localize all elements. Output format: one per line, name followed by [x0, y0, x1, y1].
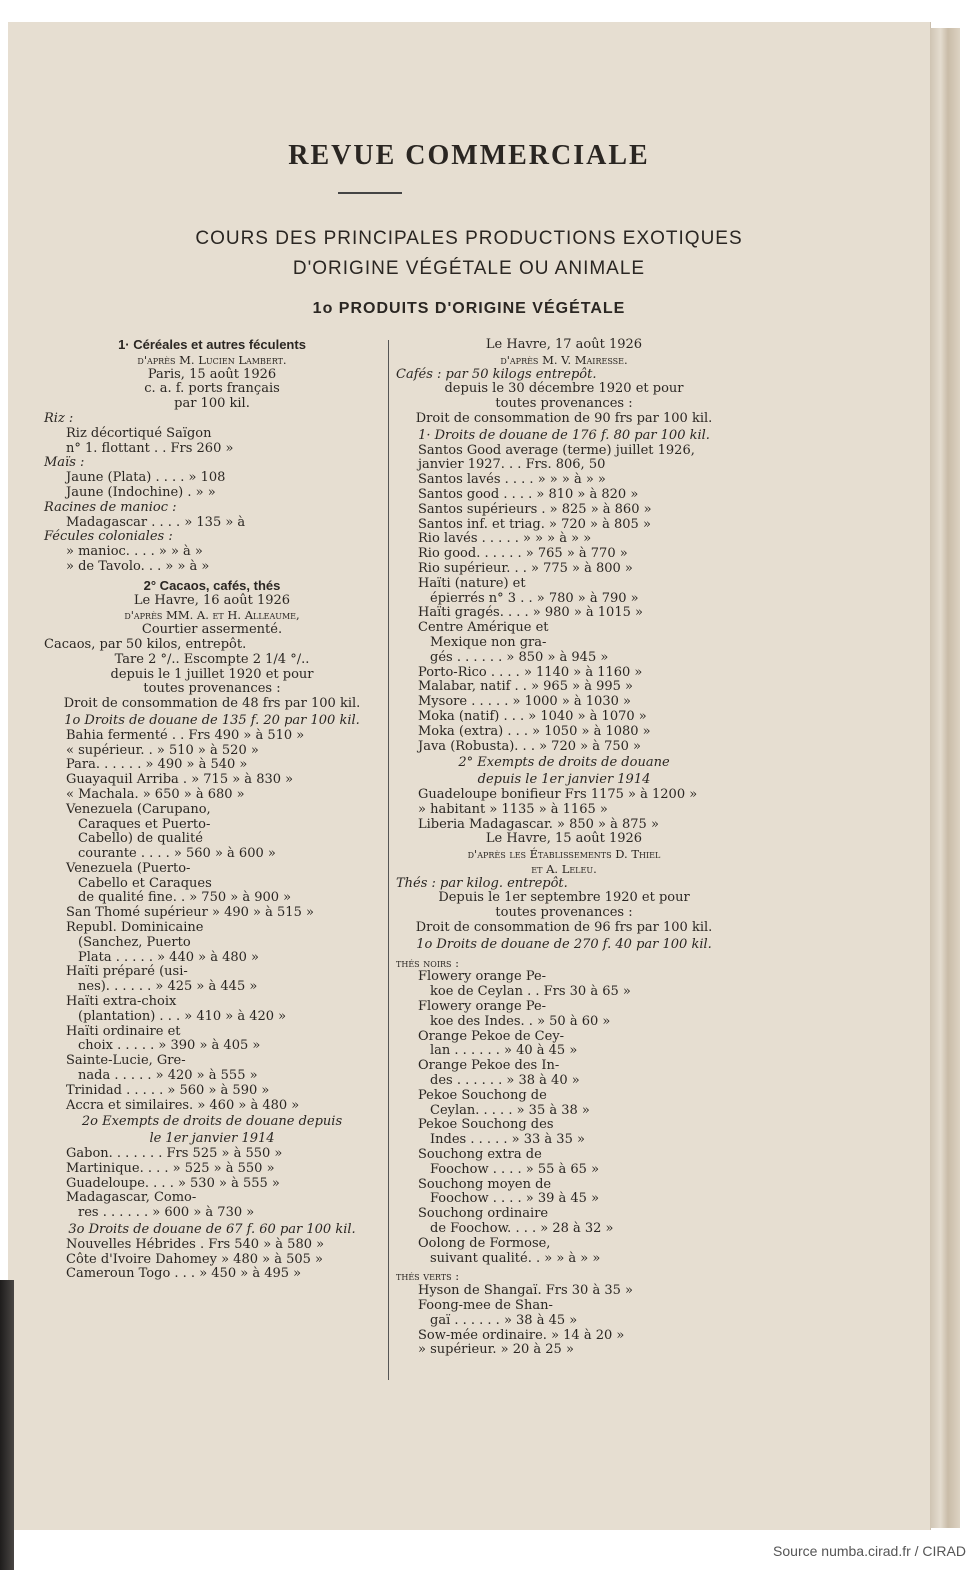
- text-line: toutes provenances :: [495, 905, 633, 921]
- text-line: Flowery orange Pe-: [418, 999, 547, 1015]
- text-line: Guadeloupe bonifieur Frs 1175 » à 1200 »: [418, 786, 698, 802]
- text-line: suivant qualité. . » » à » »: [430, 1250, 601, 1266]
- text-line: Ceylan. . . . . » 35 à 38 »: [430, 1102, 590, 1118]
- text-line: Souchong ordinaire: [418, 1206, 549, 1222]
- text-line: Venezuela (Carupano,: [66, 801, 211, 817]
- text-line: Flowery orange Pe-: [418, 969, 547, 985]
- text-line: Orange Pekoe de Cey-: [418, 1028, 565, 1044]
- text-line: d'après MM. A. et H. Alleaume,: [124, 608, 300, 623]
- text-line: 1· Droits de douane de 176 f. 80 par 100 kil.: [418, 427, 710, 443]
- text-line: de Foochow. . . . » 28 à 32 »: [430, 1221, 614, 1237]
- text-line: épierrés n° 3 . . » 780 » à 790 »: [430, 590, 639, 606]
- text-line: Paris, 15 août 1926: [147, 366, 277, 382]
- text-line: courante . . . . » 560 » à 600 »: [78, 846, 276, 862]
- text-line: d'après M. V. Mairesse.: [500, 352, 628, 367]
- text-line: Martinique. . . . » 525 » à 550 »: [66, 1160, 275, 1176]
- text-line: Santos Good average (terme) juillet 1926,: [418, 442, 695, 458]
- text-line: Foochow . . . . » 39 à 45 »: [430, 1191, 600, 1207]
- text-line: koe des Indes. . » 50 à 60 »: [430, 1013, 611, 1029]
- section-heading: 1o PRODUITS D'ORIGINE VÉGÉTALE: [312, 300, 626, 317]
- text-line: de qualité fine. . » 750 » à 900 »: [78, 890, 292, 906]
- text-line: Foong-mee de Shan-: [418, 1298, 553, 1313]
- text-line: Malabar, natif . . » 965 » à 995 »: [418, 679, 633, 695]
- book-spine: [0, 1280, 14, 1570]
- text-line: depuis le 30 décembre 1920 et pour: [444, 381, 684, 397]
- text-line: des . . . . . . » 38 à 40 »: [430, 1073, 580, 1089]
- left-column: [44, 338, 380, 1282]
- page-subtitle-1: COURS DES PRINCIPALES PRODUCTIONS EXOTIQUES: [195, 228, 743, 249]
- book-page: [8, 22, 931, 1530]
- text-line: Caraques et Puerto-: [78, 816, 211, 832]
- page-edge: [930, 28, 960, 1528]
- text-line: « supérieur. . » 510 » à 520 »: [66, 742, 259, 758]
- text-line: Santos lavés . . . . » » » à » »: [418, 472, 606, 488]
- text-line: 2o Exempts de droits de douane depuis: [81, 1114, 343, 1130]
- text-line: Le Havre, 16 août 1926: [133, 592, 291, 608]
- text-line: Pekoe Souchong des: [418, 1117, 554, 1133]
- text-line: Nouvelles Hébrides . Frs 540 » à 580 »: [66, 1236, 325, 1252]
- text-line: Plata . . . . . » 440 » à 480 »: [78, 949, 259, 965]
- title-rule: [338, 192, 402, 194]
- text-line: depuis le 1 juillet 1920 et pour: [110, 666, 314, 682]
- text-line: (plantation) . . . » 410 » à 420 »: [78, 1008, 287, 1024]
- text-line: Haïti préparé (usi-: [66, 964, 188, 980]
- text-line: Moka (extra) . . . » 1050 » à 1080 »: [418, 723, 651, 739]
- text-line: San Thomé supérieur » 490 » à 515 »: [66, 905, 314, 921]
- text-line: 3o Droits de douane de 67 f. 60 par 100 kil.: [68, 1222, 356, 1238]
- text-line: Trinidad . . . . . » 560 » à 590 »: [66, 1082, 270, 1098]
- text-line: Fécules coloniales :: [44, 529, 173, 545]
- text-line: nada . . . . . » 420 » à 555 »: [78, 1068, 258, 1084]
- text-line: 2° Exempts de droits de douane: [458, 755, 670, 771]
- text-line: Mysore . . . . . » 1000 » à 1030 »: [418, 694, 631, 710]
- text-line: par 100 kil.: [174, 396, 250, 412]
- page-title: REVUE COMMERCIALE: [288, 140, 650, 171]
- text-line: Java (Robusta). . . » 720 » à 750 »: [418, 738, 641, 754]
- text-line: nes). . . . . . » 425 » à 445 »: [78, 979, 258, 995]
- text-line: Maïs :: [44, 455, 85, 471]
- text-line: c. a. f. ports français: [144, 381, 280, 397]
- text-line: Jaune (Indochine) . » »: [66, 484, 216, 500]
- text-line: Haïti (nature) et: [418, 575, 526, 591]
- text-line: Moka (natif) . . . » 1040 » à 1070 »: [418, 708, 647, 724]
- text-line: Souchong extra de: [418, 1147, 542, 1163]
- text-line: » habitant » 1135 » à 1165 »: [418, 801, 608, 817]
- text-line: Oolong de Formose,: [418, 1235, 551, 1251]
- text-line: Guadeloupe. . . . » 530 » à 555 »: [66, 1175, 280, 1191]
- text-line: koe de Ceylan . . Frs 30 à 65 »: [430, 984, 631, 1000]
- text-line: Foochow . . . . » 55 à 65 »: [430, 1161, 600, 1177]
- text-line: lan . . . . . . » 40 à 45 »: [430, 1043, 578, 1059]
- text-line: Orange Pekoe des In-: [418, 1058, 560, 1074]
- text-line: » supérieur. » 20 à 25 »: [418, 1342, 574, 1358]
- text-line: Souchong moyen de: [418, 1176, 552, 1192]
- source-credit: Source numba.cirad.fr / CIRAD: [773, 1543, 966, 1559]
- text-line: Tare 2 °/.. Escompte 2 1/4 °/..: [114, 651, 310, 667]
- text-line: Para. . . . . . » 490 » à 540 »: [66, 757, 248, 773]
- text-line: Centre Amérique et: [418, 620, 549, 636]
- text-line: n° 1. flottant . . Frs 260 »: [66, 440, 234, 456]
- text-line: 1o Droits de douane de 270 f. 40 par 100 kil.: [416, 936, 712, 952]
- text-line: Cabello) de qualité: [78, 831, 203, 847]
- text-line: d'après M. Lucien Lambert.: [137, 352, 287, 367]
- text-line: thés verts :: [396, 1269, 460, 1284]
- text-line: Accra et similaires. » 460 » à 480 »: [66, 1097, 300, 1113]
- text-line: » de Tavolo. . . » » à »: [66, 558, 210, 574]
- text-line: Rio good. . . . . . » 765 » à 770 »: [418, 546, 628, 562]
- text-line: Cabello et Caraques: [78, 875, 212, 891]
- text-line: choix . . . . . » 390 » à 405 »: [78, 1038, 261, 1054]
- text-line: res . . . . . . » 600 » à 730 »: [78, 1205, 255, 1221]
- text-line: Cafés : par 50 kilogs entrepôt.: [396, 366, 597, 382]
- text-line: depuis le 1er janvier 1914: [477, 772, 651, 788]
- text-line: Mexique non gra-: [430, 634, 547, 650]
- text-line: Indes . . . . . » 33 à 35 »: [430, 1132, 585, 1148]
- text-line: Rio lavés . . . . . » » » à » »: [418, 531, 592, 547]
- text-line: Sainte-Lucie, Gre-: [66, 1053, 186, 1069]
- text-line: janvier 1927. . . Frs. 806, 50: [418, 457, 606, 473]
- text-line: Porto-Rico . . . . » 1140 » à 1160 »: [418, 664, 643, 680]
- text-line: gés . . . . . . » 850 » à 945 »: [430, 649, 609, 665]
- text-line: Riz :: [44, 410, 74, 426]
- text-line: Cacaos, par 50 kilos, entrepôt.: [44, 636, 247, 652]
- text-line: gaï . . . . . . » 38 à 45 »: [430, 1312, 578, 1328]
- text-line: Rio supérieur. . . » 775 » à 800 »: [418, 560, 633, 576]
- column-divider: [388, 340, 389, 1380]
- text-line: Pekoe Souchong de: [418, 1087, 547, 1103]
- text-line: » manioc. . . . » » à »: [66, 544, 203, 560]
- text-line: 1· Céréales et autres féculents: [118, 337, 306, 352]
- text-line: (Sanchez, Puerto: [78, 934, 191, 950]
- text-line: toutes provenances :: [495, 396, 633, 412]
- text-line: Gabon. . . . . . . Frs 525 » à 550 »: [66, 1146, 283, 1162]
- text-line: « Machala. » 650 » à 680 »: [66, 786, 245, 802]
- text-line: Jaune (Plata) . . . . » 108: [66, 470, 226, 486]
- text-line: Haïti extra-choix: [66, 994, 177, 1010]
- text-line: Droit de consommation de 96 frs par 100 kil.: [415, 920, 713, 936]
- text-line: d'après les Établissements D. Thiel: [467, 847, 661, 862]
- text-line: Madagascar, Como-: [66, 1190, 197, 1206]
- text-line: Santos supérieurs . » 825 » à 860 »: [418, 501, 652, 517]
- text-line: Thés : par kilog. entrepôt.: [396, 875, 568, 891]
- text-line: Guayaquil Arriba . » 715 » à 830 »: [66, 772, 294, 788]
- text-line: Bahia fermenté . . Frs 490 » à 510 »: [66, 727, 305, 743]
- text-line: Liberia Madagascar. » 850 » à 875 »: [418, 816, 659, 832]
- text-line: Riz décortiqué Saïgon: [66, 425, 212, 441]
- text-line: Le Havre, 17 août 1926: [485, 337, 643, 352]
- text-line: et A. Leleu.: [531, 861, 597, 876]
- text-line: Droit de consommation de 48 frs par 100 kil.: [63, 696, 361, 712]
- text-line: Hyson de Shangaï. Frs 30 à 35 »: [418, 1283, 633, 1299]
- right-column: [396, 338, 732, 1358]
- text-line: le 1er janvier 1914: [149, 1131, 275, 1147]
- text-line: Droit de consommation de 90 frs par 100 kil.: [415, 410, 713, 426]
- text-line: Sow-mée ordinaire. » 14 à 20 »: [418, 1327, 625, 1343]
- text-line: 2° Cacaos, cafés, thés: [143, 577, 281, 593]
- text-line: Haïti ordinaire et: [66, 1023, 181, 1039]
- text-line: Venezuela (Puerto-: [66, 860, 191, 876]
- text-line: Courtier assermenté.: [141, 622, 283, 638]
- text-line: Santos good . . . . » 810 » à 820 »: [418, 486, 639, 502]
- text-line: Haïti gragés. . . . » 980 » à 1015 »: [418, 605, 643, 621]
- text-line: Le Havre, 15 août 1926: [485, 831, 643, 847]
- text-line: Santos inf. et triag. » 720 » à 805 »: [418, 516, 651, 532]
- text-line: thés noirs :: [396, 955, 460, 970]
- text-line: Depuis le 1er septembre 1920 et pour: [438, 890, 690, 906]
- page-subtitle-2: D'ORIGINE VÉGÉTALE OU ANIMALE: [292, 258, 646, 279]
- text-line: Republ. Dominicaine: [66, 920, 204, 936]
- text-line: Cameroun Togo . . . » 450 » à 495 »: [66, 1266, 302, 1282]
- text-line: Madagascar . . . . » 135 » à: [66, 514, 246, 530]
- text-line: Côte d'Ivoire Dahomey » 480 » à 505 »: [66, 1251, 323, 1267]
- text-line: 1o Droits de douane de 135 f. 20 par 100 kil.: [64, 712, 360, 728]
- text-line: toutes provenances :: [143, 681, 281, 697]
- text-line: Racines de manioc :: [44, 499, 177, 515]
